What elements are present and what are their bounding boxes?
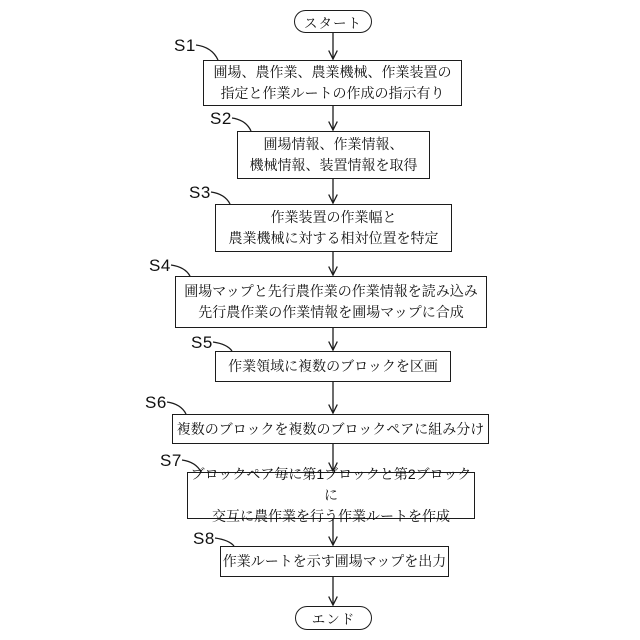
flow-arrow-s8-end — [329, 577, 338, 605]
flow-arrow-s3-s4 — [329, 252, 338, 275]
step-label-connector-s5 — [213, 342, 232, 351]
step-label-connector-s2 — [232, 118, 251, 131]
step-label-s2: S2 — [210, 109, 232, 128]
step-label-connector-s4 — [171, 265, 190, 276]
process-box-s6: 複数のブロックを複数のブロックペアに組み分け — [172, 414, 489, 444]
step-label-connector-s3 — [211, 192, 230, 204]
step-label-s7: S7 — [160, 451, 182, 470]
step-label-s6: S6 — [145, 393, 167, 412]
flow-arrow-s5-s6 — [329, 382, 338, 413]
flow-arrow-s1-s2 — [329, 106, 338, 130]
step-label-s3: S3 — [189, 183, 211, 202]
step-label-s5: S5 — [191, 333, 213, 352]
flow-arrow-s2-s3 — [329, 179, 338, 203]
process-box-s1: 圃場、農作業、農業機械、作業装置の 指定と作業ルートの作成の指示有り — [203, 60, 462, 106]
process-box-s3: 作業装置の作業幅と 農業機械に対する相対位置を特定 — [215, 204, 452, 252]
start-node: スタート — [294, 10, 372, 33]
process-box-s8: 作業ルートを示す圃場マップを出力 — [220, 546, 449, 577]
step-label-s1: S1 — [174, 36, 196, 55]
process-box-s5: 作業領域に複数のブロックを区画 — [215, 351, 451, 382]
flow-arrow-s4-s5 — [329, 328, 338, 350]
step-label-connector-s8 — [215, 538, 234, 546]
step-label-connector-s6 — [167, 402, 186, 414]
step-label-connector-s1 — [196, 45, 218, 60]
end-node: エンド — [295, 606, 372, 630]
process-box-s2: 圃場情報、作業情報、 機械情報、装置情報を取得 — [237, 131, 430, 179]
step-label-s4: S4 — [149, 256, 171, 275]
process-box-s7: ブロックペア毎に第1ブロックと第2ブロックに 交互に農作業を行う作業ルートを作成 — [187, 472, 475, 519]
process-box-s4: 圃場マップと先行農作業の作業情報を読み込み 先行農作業の作業情報を圃場マップに合成 — [175, 276, 487, 328]
flow-arrow-start-s1 — [329, 33, 338, 59]
step-label-s8: S8 — [193, 529, 215, 548]
